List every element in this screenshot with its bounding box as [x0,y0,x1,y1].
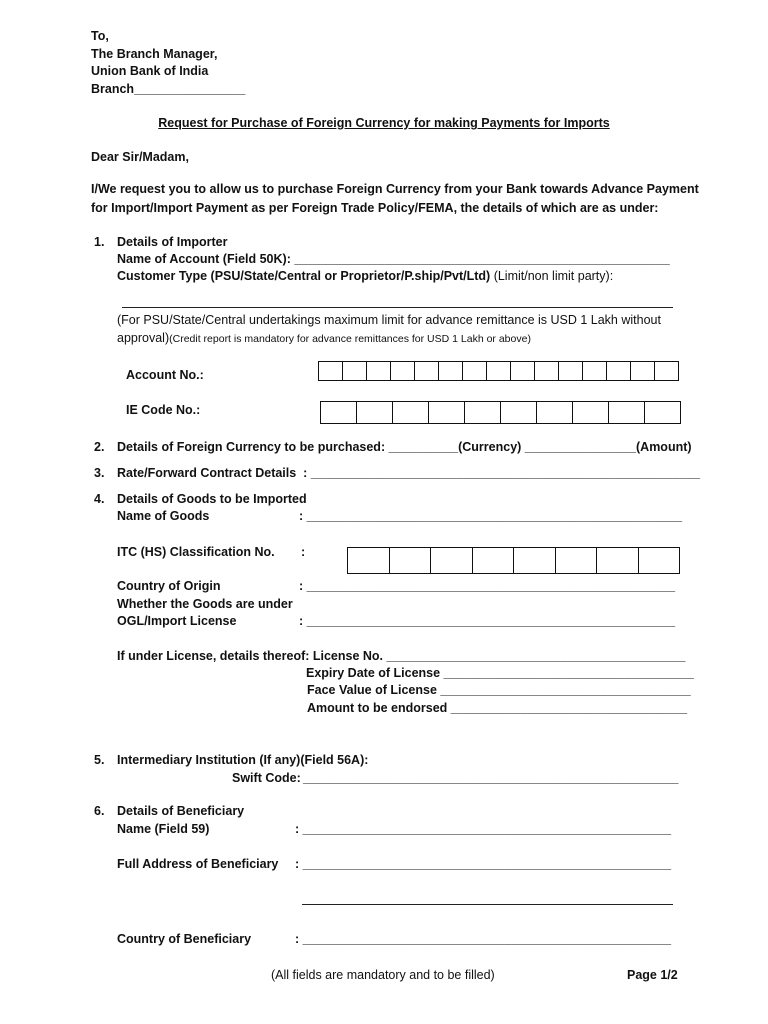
digit-box[interactable] [390,548,432,573]
digit-box[interactable] [607,362,631,380]
name-of-goods-label: Name of Goods [117,509,210,523]
digit-box[interactable] [511,362,535,380]
digit-box[interactable] [319,362,343,380]
section-4-number: 4. [94,492,105,506]
digit-box[interactable] [537,402,573,423]
mandatory-fields-note: (All fields are mandatory and to be filled) [271,968,495,982]
address-bank: Union Bank of India [91,64,209,78]
digit-box[interactable] [367,362,391,380]
section-2-number: 2. [94,440,105,454]
customer-type-note: (Limit/non limit party): [490,269,614,283]
digit-box[interactable] [655,362,678,380]
beneficiary-address-label: Full Address of Beneficiary [117,857,279,871]
section-4-heading: Details of Goods to be Imported [117,492,307,506]
beneficiary-name-label: Name (Field 59) [117,822,210,836]
swift-code-label: Swift Code: [232,771,301,785]
digit-box[interactable] [645,402,680,423]
name-of-goods-field[interactable]: : ______________________________________________________ [299,509,683,523]
ie-code-boxes[interactable] [320,401,681,424]
section-6-number: 6. [94,804,105,818]
digit-box[interactable] [559,362,583,380]
salutation: Dear Sir/Madam, [91,150,189,164]
address-branch-field[interactable]: Branch________________ [91,82,246,96]
digit-box[interactable] [473,548,515,573]
itc-hs-label: ITC (HS) Classification No. [117,545,275,559]
goods-under-label: Whether the Goods are under [117,597,293,611]
customer-type-line[interactable] [122,307,673,308]
digit-box[interactable] [429,402,465,423]
customer-type-label [117,268,613,284]
section-5-number: 5. [94,753,105,767]
beneficiary-country-label: Country of Beneficiary [117,932,252,946]
section-3-number: 3. [94,466,105,480]
psu-note-approval: approval) [117,331,170,345]
section-5-heading: Intermediary Institution (If any)(Field 56A): [117,753,369,767]
digit-box[interactable] [391,362,415,380]
country-of-origin-label: Country of Origin [117,579,221,593]
swift-code-field[interactable]: ______________________________________________________ [303,771,679,785]
address-manager: The Branch Manager, [91,47,218,61]
digit-box[interactable] [597,548,639,573]
section-1-number: 1. [94,235,105,249]
foreign-currency-field[interactable]: Details of Foreign Currency to be purchased: __________(Currency) ________________(Amount) [117,440,692,454]
digit-box[interactable] [631,362,655,380]
digit-box[interactable] [514,548,556,573]
credit-report-note: (Credit report is mandatory for advance remittances for USD 1 Lakh or above) [169,333,531,345]
digit-box[interactable] [583,362,607,380]
intro-line-2: for Import/Import Payment as per Foreign Trade Policy/FEMA, the details of which are as under: [91,201,659,215]
psu-note-line-1: (For PSU/State/Central undertakings maximum limit for advance remittance is USD 1 Lakh without [117,313,661,327]
page-title: Request for Purchase of Foreign Currency for making Payments for Imports [158,116,610,130]
digit-box[interactable] [465,402,501,423]
digit-box[interactable] [609,402,645,423]
country-of-origin-field[interactable]: : _____________________________________________________ [299,579,676,593]
ogl-license-field[interactable]: : _____________________________________________________ [299,614,676,628]
digit-box[interactable] [556,548,598,573]
digit-box[interactable] [463,362,487,380]
beneficiary-address-line-2[interactable] [302,904,673,905]
digit-box[interactable] [431,548,473,573]
itc-hs-colon: : [301,545,306,559]
page-number: Page 1/2 [627,968,678,982]
license-expiry-field[interactable]: Expiry Date of License ____________________________________ [306,666,694,680]
license-number-field[interactable]: If under License, details thereof: License No. ___________________________________________ [117,649,686,663]
digit-box[interactable] [321,402,357,423]
digit-box[interactable] [439,362,463,380]
digit-box[interactable] [415,362,439,380]
account-number-boxes[interactable] [318,361,679,381]
digit-box[interactable] [487,362,511,380]
section-1-heading: Details of Importer [117,235,228,249]
digit-box[interactable] [535,362,559,380]
beneficiary-name-field[interactable]: : _____________________________________________________ [295,822,672,836]
itc-hs-boxes[interactable] [347,547,680,574]
digit-box[interactable] [393,402,429,423]
customer-type-text: Customer Type (PSU/State/Central or Proprietor/P.ship/Pvt/Ltd) [117,269,491,283]
digit-box[interactable] [357,402,393,423]
account-number-label: Account No.: [126,368,204,382]
beneficiary-address-field[interactable]: : _____________________________________________________ [295,857,672,871]
digit-box[interactable] [639,548,680,573]
beneficiary-country-field[interactable]: : _____________________________________________________ [295,932,672,946]
digit-box[interactable] [501,402,537,423]
address-to: To, [91,29,109,43]
license-face-value-field[interactable]: Face Value of License ____________________________________ [307,683,691,697]
ogl-license-label: OGL/Import License [117,614,237,628]
section-6-heading: Details of Beneficiary [117,804,245,818]
rate-contract-field[interactable]: Rate/Forward Contract Details : ________________________________________________________ [117,466,701,480]
digit-box[interactable] [573,402,609,423]
digit-box[interactable] [348,548,390,573]
psu-note-line-2 [117,330,531,347]
amount-endorsed-field[interactable]: Amount to be endorsed __________________________________ [307,701,688,715]
account-name-field[interactable]: Name of Account (Field 50K): ______________________________________________________ [117,252,670,266]
ie-code-label: IE Code No.: [126,403,201,417]
intro-line-1: I/We request you to allow us to purchase Foreign Currency from your Bank towards Advance Payment [91,182,699,196]
digit-box[interactable] [343,362,367,380]
